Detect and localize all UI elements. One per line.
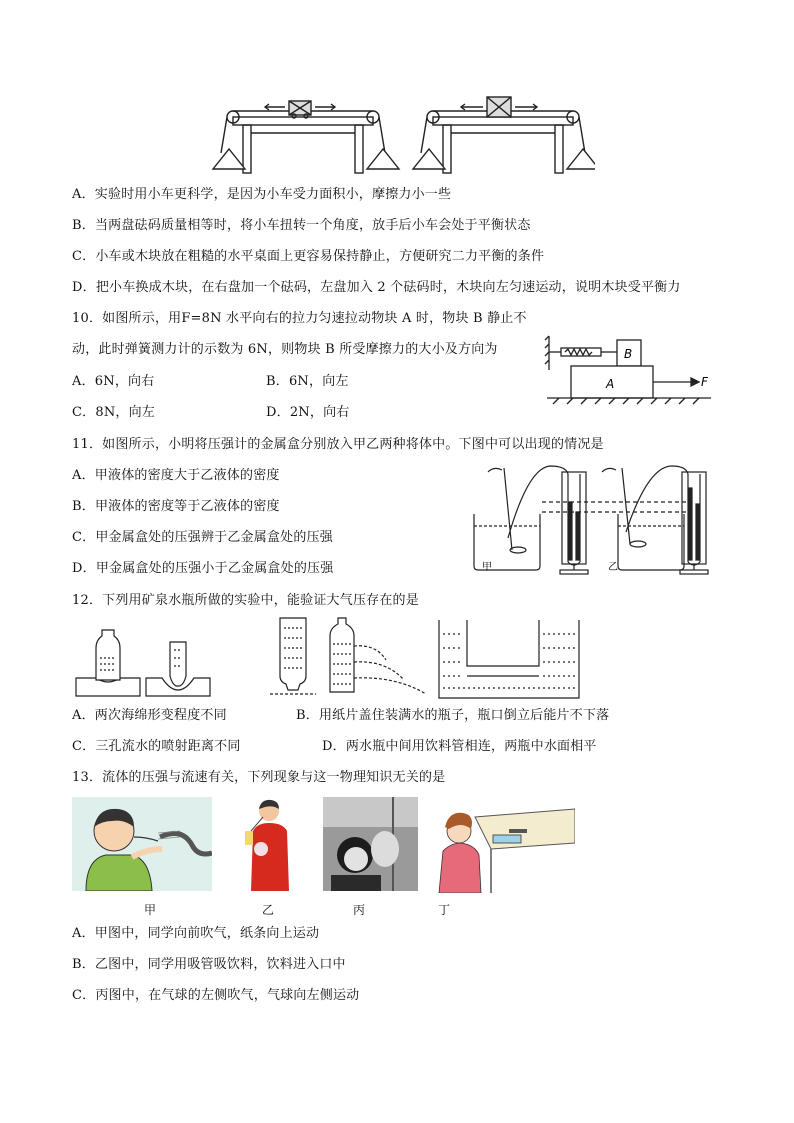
q13-option-c: C．丙图中，在气球的左侧吹气，气球向左侧运动	[72, 988, 360, 1003]
q13-caption-jia: 甲	[144, 903, 157, 917]
q12-option-a: A．两次海绵形变程度不同	[72, 708, 227, 723]
q12-option-b: B．用纸片盖住装满水的瓶子，瓶口倒立后能片不下落	[296, 708, 610, 723]
q13-caption-bing: 丙	[353, 903, 366, 917]
q9-left-table	[213, 101, 399, 173]
q10-force-label: F	[701, 375, 708, 389]
q11-label-yi: 乙	[608, 562, 618, 573]
q11-option-b: B．甲液体的密度等于乙液体的密度	[72, 499, 280, 514]
q11-stem: 11．如图所示，小明将压强计的金属盒分别放入甲乙两种将体中。下图中可以出现的情况是	[72, 437, 604, 452]
q10-option-c: C．8N，向左	[72, 405, 155, 420]
q11-figure	[472, 458, 717, 576]
q9-option-a: A．实验时用小车更科学，是因为小车受力面积小，摩擦力小一些	[72, 187, 452, 202]
q12-option-c: C．三孔流水的喷射距离不同	[72, 739, 241, 754]
q10-option-b: B．6N，向左	[266, 374, 349, 389]
q10-option-d: D．2N，向右	[266, 405, 350, 420]
q10-block-a-label: A	[606, 377, 615, 391]
q13-stem: 13．流体的压强与流速有关，下列现象与这一物理知识无关的是	[72, 770, 446, 785]
q10-figure	[543, 334, 715, 408]
q10-option-a: A．6N，向右	[72, 374, 155, 389]
q10-stem-line2: 动，此时弹簧测力计的示数为 6N，则物块 B 所受摩擦力的大小及方向为	[72, 342, 498, 357]
q10-block-b-label: B	[624, 347, 633, 361]
q11-option-d: D．甲金属盒处的压强小于乙金属盒处的压强	[72, 561, 334, 576]
q13-photo-yi	[243, 797, 295, 891]
q9-option-d: D．把小车换成木块，在右盘加一个砝码，左盘加入 2 个砝码时，木块向左匀速运动，说明木块受平衡力	[72, 280, 681, 295]
q9-option-b: B．当两盘砝码质量相等时，将小车扭转一个角度，放手后小车会处于平衡状态	[72, 218, 531, 233]
q12-stem: 12．下列用矿泉水瓶所做的实验中，能验证大气压存在的是	[72, 593, 419, 608]
q13-photo-ding	[435, 807, 575, 893]
q9-right-table	[413, 97, 595, 173]
q13-caption-yi: 乙	[262, 903, 275, 917]
q12-figure-a	[74, 628, 214, 698]
q12-figure-b-c	[266, 614, 436, 698]
q11-option-c: C．甲金属盒处的压强辨于乙金属盒处的压强	[72, 530, 333, 545]
q11-option-a: A．甲液体的密度大于乙液体的密度	[72, 468, 280, 483]
q10-stem-line1: 10．如图所示，用F=8N 水平向右的拉力匀速拉动物块 A 时，物块 B 静止不	[72, 311, 527, 326]
q13-photo-bing	[323, 797, 418, 891]
q13-photo-jia	[72, 797, 212, 891]
q13-caption-ding: 丁	[438, 903, 451, 917]
q13-option-b: B．乙图中，同学用吸管吸饮料，饮料进入口中	[72, 957, 346, 972]
q12-option-d: D．两水瓶中间用饮料管相连，两瓶中水面相平	[322, 739, 597, 754]
q9-figure	[205, 95, 595, 177]
q9-option-c: C．小车或木块放在粗糙的水平桌面上更容易保持静止，方便研究二力平衡的条件	[72, 249, 545, 264]
q12-figure-d	[437, 618, 582, 700]
q11-label-jia: 甲	[482, 562, 492, 573]
q13-option-a: A．甲图中，同学向前吹气，纸条向上运动	[72, 926, 320, 941]
